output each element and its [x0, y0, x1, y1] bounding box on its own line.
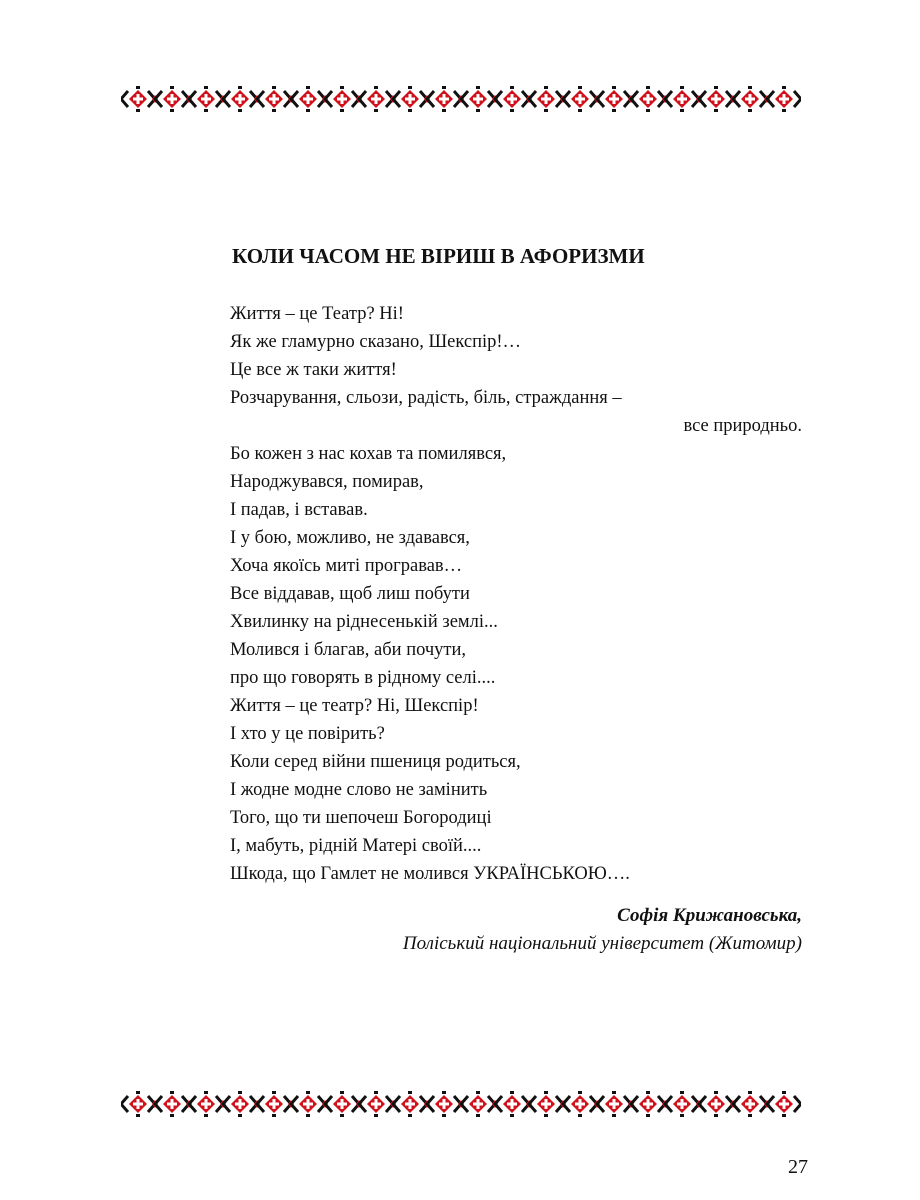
author-affiliation: Поліський національний університет (Житомир) — [402, 933, 802, 954]
embroidery-border-icon — [121, 1091, 801, 1117]
poem-line: Народжувався, помирав, — [230, 472, 424, 492]
poem-title: КОЛИ ЧАСОМ НЕ ВІРИШ В АФОРИЗМИ — [232, 244, 645, 268]
author-name-line — [403, 902, 802, 930]
embroidery-border-bottom — [121, 1091, 801, 1117]
poem-line: Коли серед війни пшениця родиться, — [230, 752, 521, 772]
poem-line: І у бою, можливо, не здавався, — [230, 528, 470, 548]
poem-line: Це все ж таки життя! — [230, 360, 397, 380]
poem-line: Розчарування, сльози, радість, біль, страждання – — [230, 388, 622, 408]
page-number: 27 — [788, 1156, 808, 1178]
poem-line: Хвилинку на ріднесенькій землі... — [230, 612, 498, 632]
poem-line-right-aligned: все природньо. — [683, 416, 802, 436]
author-signature — [403, 902, 802, 958]
poem-line: про що говорять в рідному селі.... — [230, 668, 496, 688]
author-name: Софія Крижановська — [617, 905, 798, 926]
poem-body — [230, 300, 802, 888]
poem-line: Того, що ти шепочеш Богородиці — [230, 808, 492, 828]
poem-line: І, мабуть, рідній Матері своїй.... — [230, 836, 482, 856]
poem-line: Життя – це театр? Ні, Шекспір! — [230, 696, 479, 716]
poem-line: Життя – це Театр? Ні! — [230, 304, 404, 324]
embroidery-border-top — [121, 86, 801, 112]
author-name-comma: , — [797, 905, 802, 926]
poem-line: Все віддавав, щоб лиш побути — [230, 584, 470, 604]
embroidery-border-icon — [121, 86, 801, 112]
poem-line: Бо кожен з нас кохав та помилявся, — [230, 444, 507, 464]
poem-line: Хоча якоїсь миті програвав… — [230, 556, 463, 576]
poem-line: І жодне модне слово не замінить — [230, 780, 488, 800]
poem-line: Молився і благав, аби почути, — [230, 640, 467, 660]
poem-line: Як же гламурно сказано, Шекспір!… — [230, 332, 522, 352]
poem-line: Шкода, що Гамлет не молився УКРАЇНСЬКОЮ…. — [230, 864, 630, 884]
poem-line: І падав, і вставав. — [230, 500, 368, 520]
poem-line: І хто у це повірить? — [230, 724, 385, 744]
